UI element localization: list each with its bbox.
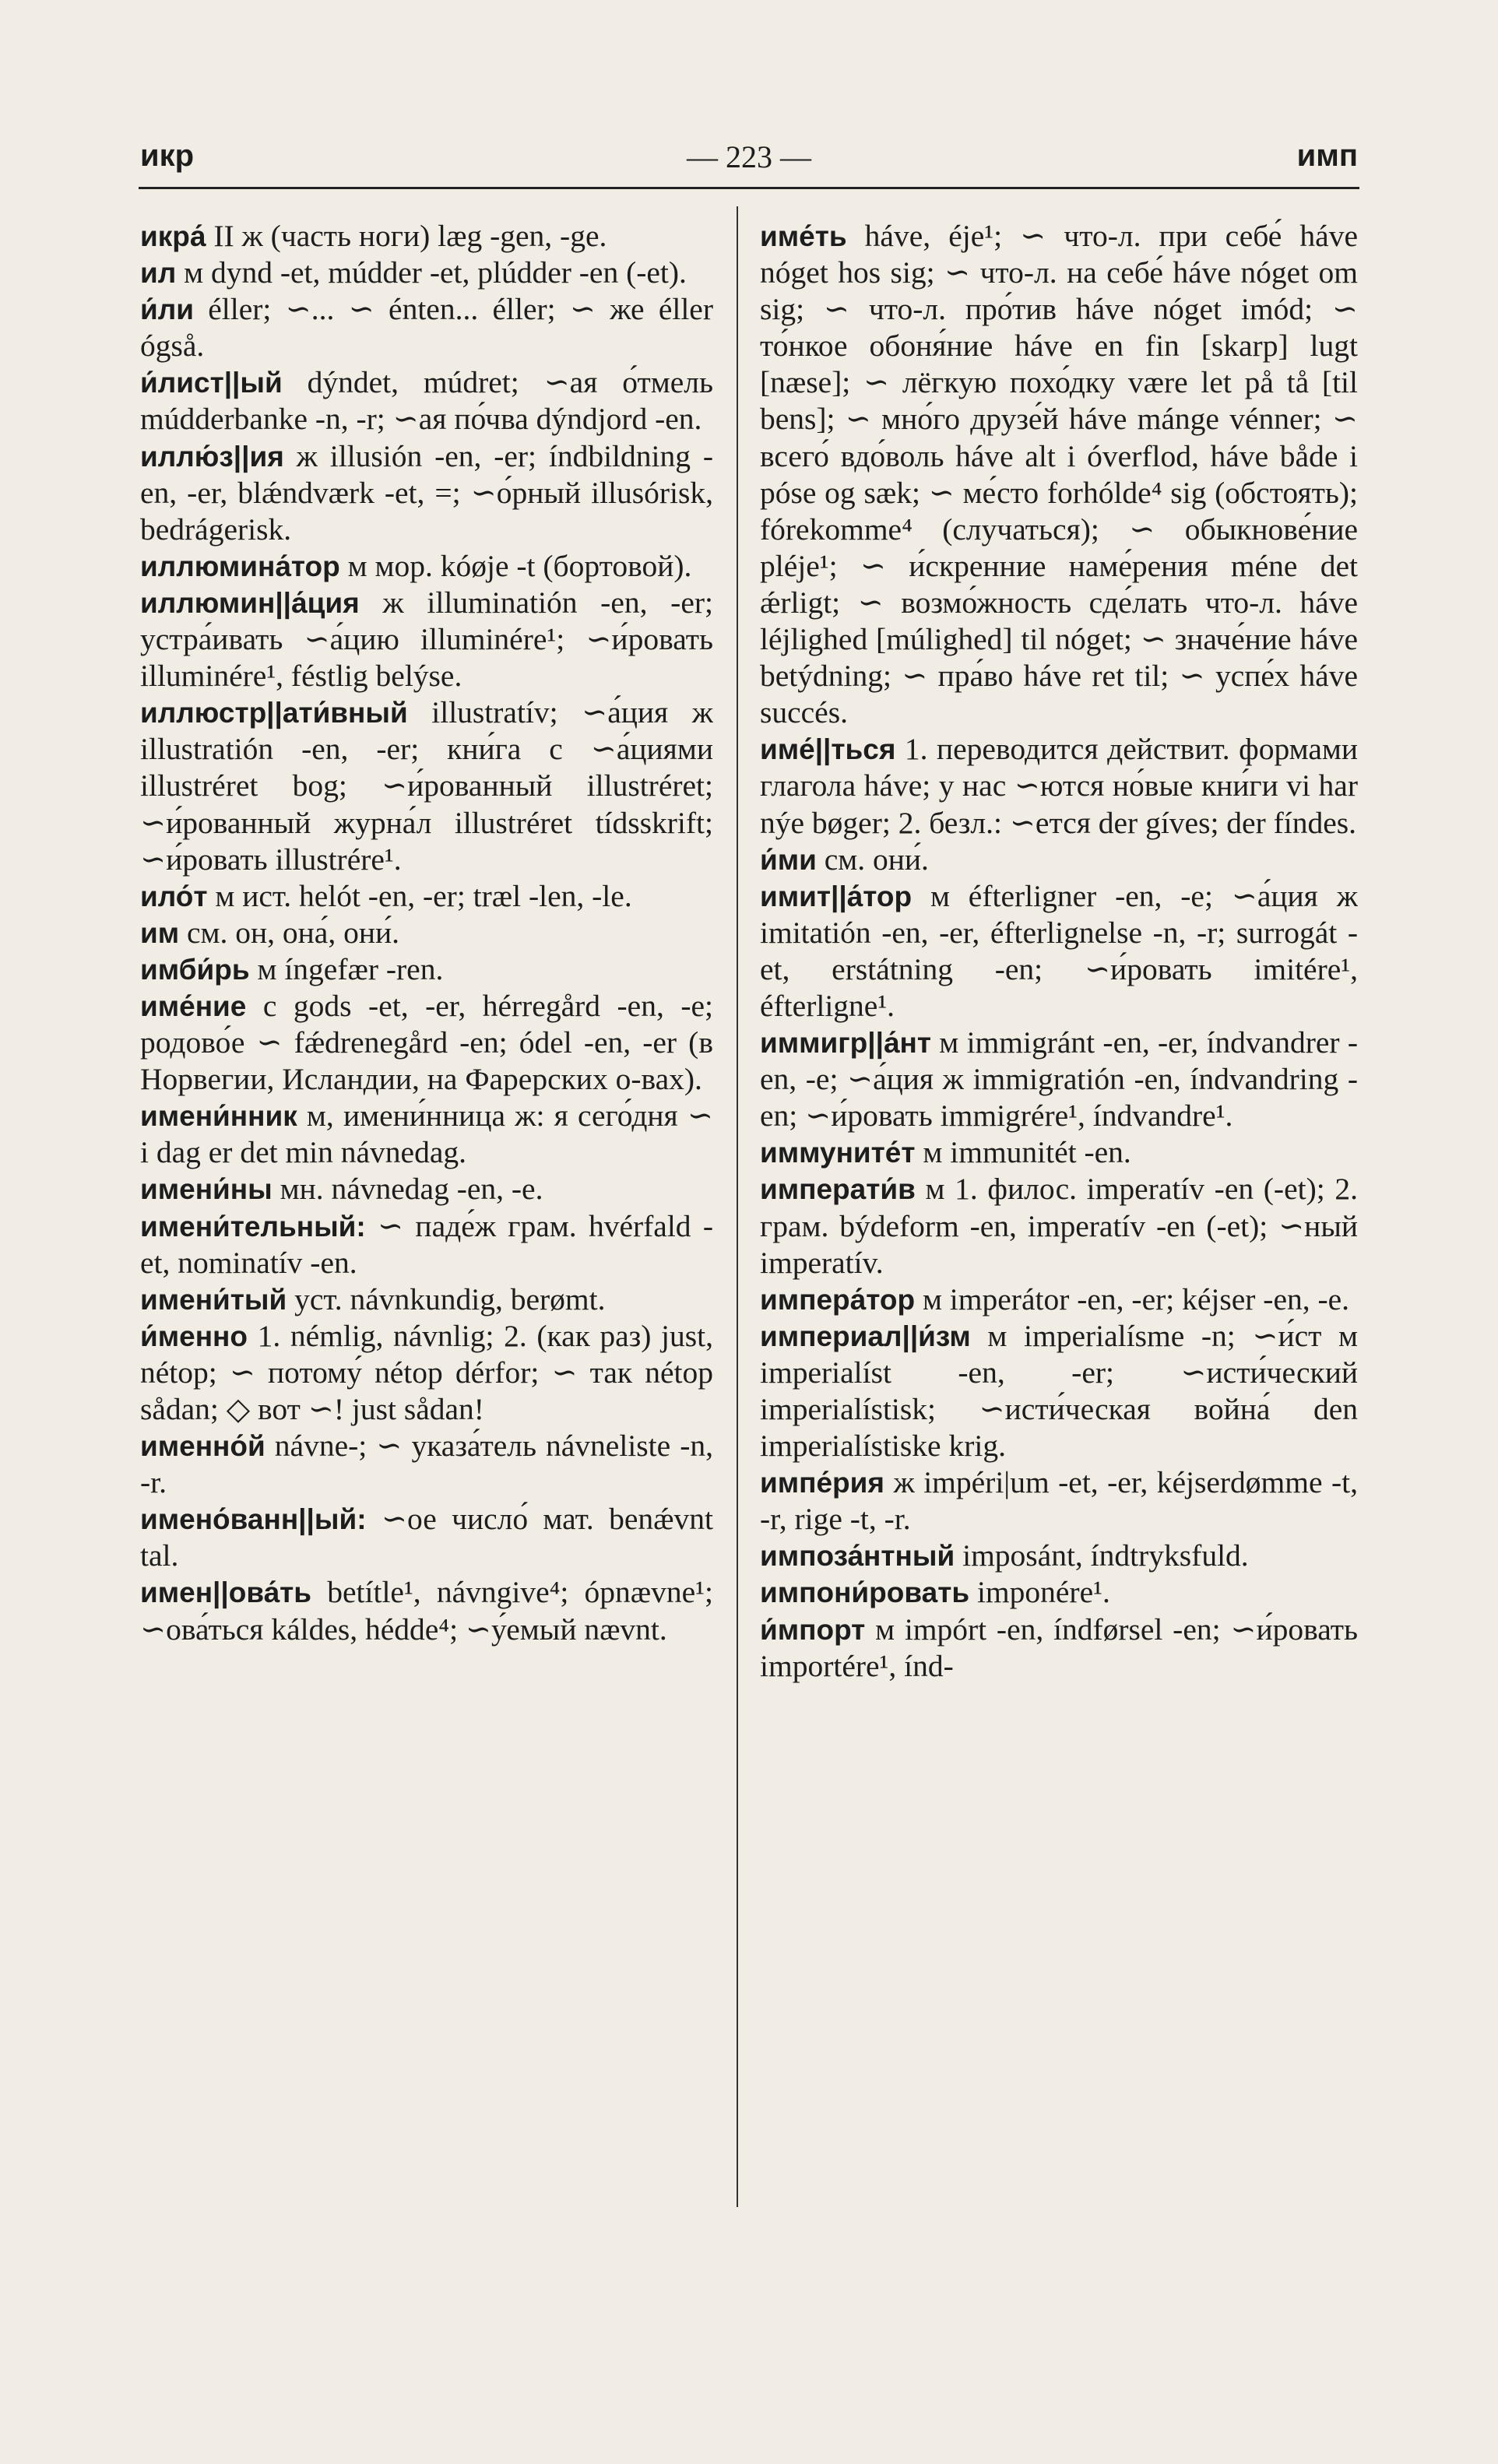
headword: име́ние: [140, 989, 247, 1022]
dictionary-entry: [760, 878, 1358, 1025]
column-divider: [737, 206, 738, 2207]
definition: návne-; ∽ указа́тель návneliste -n, -r.: [140, 1429, 713, 1500]
dictionary-entry: [140, 218, 713, 255]
definition: м ист. helót -en, -er; træl -len, -le.: [207, 878, 632, 913]
dictionary-entry: [760, 1171, 1358, 1281]
dictionary-entry: [760, 1538, 1358, 1574]
dictionary-entry: [760, 1281, 1358, 1318]
page-number: — 223 —: [687, 139, 811, 174]
dictionary-entry: [140, 1428, 713, 1501]
dictionary-entry: [140, 915, 713, 951]
definition: м dynd -et, múdder -et, plúdder -en (-et).: [176, 255, 687, 290]
definition: dýndet, múdret; ∽ая о́тмель múdderbanke -n, -r; ∽ая по́чва dýndjord -en.: [140, 365, 713, 437]
right-column: [760, 218, 1358, 2336]
definition: 1. némlig, návnlig; 2. (как раз) just, nétop; ∽ потому́ nétop dérfor; ∽ так nétop sådan; ◇ вот ∽! just sådan!: [140, 1318, 713, 1426]
dictionary-entry: [140, 1574, 713, 1647]
definition: imponére¹.: [969, 1575, 1110, 1610]
definition: см. они́.: [816, 842, 929, 877]
dictionary-entry: [140, 1318, 713, 1428]
left-column: [140, 218, 713, 2336]
definition: betítle¹, návngive⁴; ópnævne¹; ∽ова́ться káldes, hédde⁴; ∽у́емый nævnt.: [140, 1575, 713, 1647]
headword: империал||и́зм: [760, 1320, 971, 1352]
headword: имен||ова́ть: [140, 1576, 312, 1609]
dictionary-entry: [760, 842, 1358, 878]
definition: м, имени́нница ж: я сего́дня ∽ i dag er det min návnedag.: [140, 1098, 713, 1170]
headword: ил: [140, 257, 177, 290]
dictionary-entry: [140, 694, 713, 877]
headword: имени́тельный:: [140, 1210, 366, 1243]
dictionary-entry: [140, 291, 713, 364]
headword: имби́рь: [140, 953, 250, 986]
dictionary-entry: [760, 1318, 1358, 1464]
headword: и́ми: [760, 843, 817, 876]
headword: имено́ванн||ый:: [140, 1503, 367, 1536]
definition: см. он, она́, они́.: [179, 915, 399, 950]
definition: м impórt -en, índførsel -en; ∽и́ровать importére¹, índ-: [760, 1612, 1358, 1683]
guide-word-right: имп: [1296, 139, 1358, 173]
guide-word-left: икр: [140, 139, 195, 173]
definition: м мор. kóøje -t (бортовой).: [339, 548, 692, 583]
definition: ∽ое число́ мат. benǽvnt tal.: [140, 1502, 713, 1573]
definition: с gods -et, -er, hérregård -en, -e; родово́е ∽ fǽdrenegård -en; ódel -en, -er (в Норвегии, Исландии, на Фарерских о-вах).: [140, 988, 713, 1097]
definition: м éfterligner -en, -e; ∽а́ция ж imitatión -en, -er, éfterlignelse -n, -r; surrogát -et, erstátning -en; ∽и́ровать imitére¹, éfterligne¹.: [760, 878, 1358, 1023]
dictionary-entry: [140, 1098, 713, 1171]
dictionary-entry: [760, 1134, 1358, 1171]
headword: и́лист||ый: [140, 367, 283, 399]
definition: illustratív; ∽а́ция ж illustratión -en, -er; кни́га с ∽а́циями illustréret bog; ∽и́рованный illustréret; ∽и́рованный журна́л illustréret tídsskrift; ∽и́ровать illustrére¹.: [140, 695, 713, 877]
dictionary-entry: [140, 255, 713, 291]
headword: икра́: [140, 220, 206, 252]
dictionary-entry: [760, 731, 1358, 841]
dictionary-entry: [760, 218, 1358, 731]
headword: именно́й: [140, 1430, 265, 1463]
definition: уст. návnkundig, berømt.: [287, 1281, 606, 1316]
headword: и́ли: [140, 294, 194, 326]
headword: иммигр||а́нт: [760, 1027, 931, 1060]
definition: éller; ∽... ∽ énten... éller; ∽ же éller ógså.: [140, 292, 713, 364]
definition: м íngefær -ren.: [249, 951, 444, 986]
headword: иллюмина́тор: [140, 550, 340, 582]
dictionary-entry: [140, 951, 713, 988]
header-rule: [139, 187, 1359, 189]
headword: императи́в: [760, 1173, 916, 1206]
headword: импоза́нтный: [760, 1540, 955, 1573]
definition: ж impéri|um -et, -er, kéjserdømme -t, -r, rige -t, -r.: [760, 1465, 1358, 1537]
dictionary-entry: [760, 1612, 1358, 1685]
definition: м 1. филос. imperatív -en (-et); 2. грам. býdeform -en, imperatív -en (-et); ∽ный imperatív.: [760, 1172, 1358, 1280]
definition: ж illusión -en, -er; índbildning -en, -er, blǽndværk -et, =; ∽о́рный illusórisk, bedrágerisk.: [140, 438, 713, 547]
headword: иллюстр||ати́вный: [140, 697, 408, 729]
dictionary-entry: [140, 1501, 713, 1574]
headword: иммуните́т: [760, 1137, 916, 1169]
definition: м immigránt -en, -er, índvandrer -en, -e; ∽а́ция ж immigratión -en, índvandring -en; ∽и́ровать immigrére¹, índvandre¹.: [760, 1025, 1358, 1134]
dictionary-entry: [140, 438, 713, 548]
definition: II ж (часть ноги) læg -gen, -ge.: [206, 219, 607, 253]
dictionary-entry: [140, 1281, 713, 1318]
headword: импера́тор: [760, 1283, 916, 1316]
dictionary-entry: [760, 1574, 1358, 1611]
headword: иллюмин||а́ция: [140, 586, 360, 619]
headword: импони́ровать: [760, 1576, 970, 1609]
definition: 1. переводится действит. формами глагола háve; у нас ∽ются но́вые кни́ги vi har nýe bøger; 2. безл.: ∽ется der gíves; der fíndes.: [760, 732, 1358, 840]
dictionary-entry: [760, 1464, 1358, 1538]
headword: имени́нник: [140, 1100, 297, 1133]
dictionary-entry: [140, 878, 713, 915]
headword: имит||а́тор: [760, 880, 913, 912]
dictionary-entry: [760, 1025, 1358, 1134]
dictionary-entry: [140, 1171, 713, 1207]
running-head: [140, 139, 1358, 185]
headword: имени́тый: [140, 1283, 287, 1316]
definition: imposánt, índtryksfuld.: [955, 1538, 1249, 1573]
headword: и́менно: [140, 1320, 248, 1352]
headword: имени́ны: [140, 1173, 273, 1206]
headword: име́||ться: [760, 733, 896, 766]
headword: импе́рия: [760, 1467, 884, 1499]
headword: име́ть: [760, 220, 847, 252]
headword: иллю́з||ия: [140, 440, 284, 473]
definition: м immunitét -en.: [915, 1135, 1131, 1170]
definition: м imperialísme -n; ∽и́ст м imperialíst -en, -er; ∽исти́ческий imperialístisk; ∽исти́ческая война́ den imperialístiske krig.: [760, 1318, 1358, 1464]
definition: ж illuminatión -en, -er; устра́ивать ∽а́цию illuminére¹; ∽и́ровать illuminére¹, féstlig belýse.: [140, 585, 713, 694]
dictionary-entry: [140, 1208, 713, 1281]
dictionary-entry: [140, 364, 713, 438]
definition: м imperátor -en, -er; kéjser -en, -e.: [915, 1281, 1350, 1316]
dictionary-entry: [140, 548, 713, 585]
dictionary-entry: [140, 988, 713, 1098]
dictionary-entry: [140, 585, 713, 694]
headword: ило́т: [140, 880, 208, 912]
definition: мн. návnedag -en, -e.: [272, 1172, 543, 1207]
definition: háve, éje¹; ∽ что-л. при себе́ háve nóget hos sig; ∽ что-л. на себе́ háve nóget om sig; ∽ что-л. про́тив háve nóget imód; ∽ то́нкое обоня́ние háve en fin [skarp] lugt [næse]; ∽ лёгкую похо́дку være let på tå [til bens]; ∽ мно́го друзе́й háve mánge vénner; ∽ всего́ вдо́воль háve alt i óverflod, háve både i póse og sæk; ∽ ме́сто forhólde⁴ sig (обстоять); fórekomme⁴ (случаться); ∽ обыкнове́ние pléje¹; ∽ и́скренние наме́рения méne det ǽrligt; ∽ возмо́жность сде́лать что-л. háve léjlighed [múlighed] til nóget; ∽ значе́ние háve betýdning; ∽ пра́во háve ret til; ∽ успе́х háve succés.: [760, 219, 1358, 730]
headword: им: [140, 916, 180, 949]
headword: и́мпорт: [760, 1613, 866, 1646]
definition: ∽ паде́ж грам. hvérfald -et, nominatív -en.: [140, 1208, 713, 1280]
